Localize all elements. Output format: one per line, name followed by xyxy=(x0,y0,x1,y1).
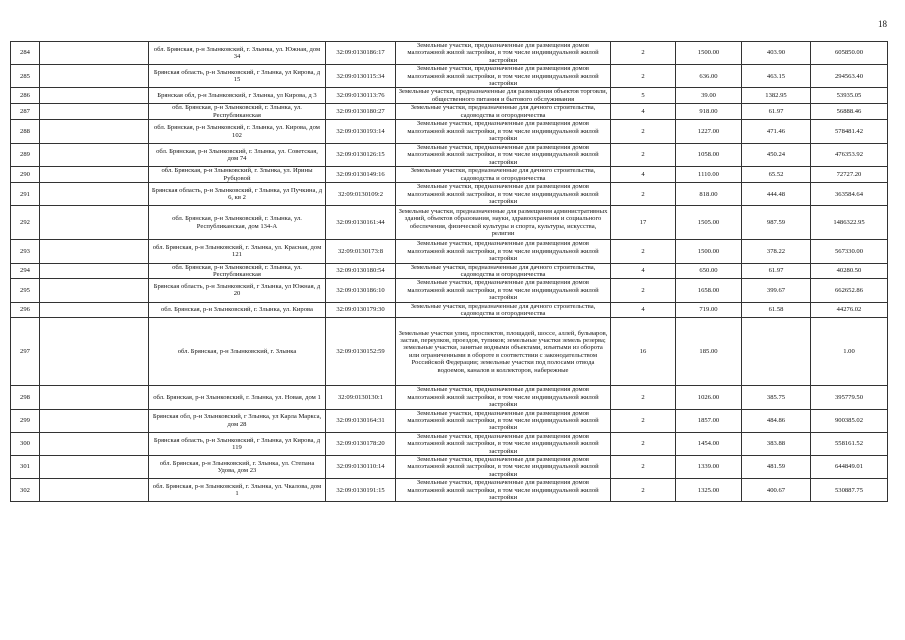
area-cell: 1110.00 xyxy=(676,167,742,183)
unit-value-cell: 399.67 xyxy=(742,279,811,302)
area-cell: 918.00 xyxy=(676,104,742,120)
row-number: 287 xyxy=(11,104,40,120)
address-cell: обл. Брянская, р-н Злынковский, г. Злынка xyxy=(149,318,326,386)
cadastral-value: 40280.50 xyxy=(811,263,888,279)
cadastral-value: 395779.50 xyxy=(811,386,888,409)
area-cell: 1505.00 xyxy=(676,206,742,240)
table-row xyxy=(11,456,888,479)
blank-cell xyxy=(40,409,149,432)
land-use-cell: Земельные участки, предназначенные для размещения домов малоэтажной жилой застройки, в том числе индивидуальной жилой застройки xyxy=(396,183,611,206)
land-use-cell: Земельные участки, предназначенные для размещения домов малоэтажной жилой застройки, в том числе индивидуальной жилой застройки xyxy=(396,120,611,144)
group-code: 2 xyxy=(611,432,676,455)
row-number: 284 xyxy=(11,42,40,65)
cadastral-value: 53935.05 xyxy=(811,88,888,104)
land-use-cell: Земельные участки, предназначенные для дачного строительства, садоводства и огородничества xyxy=(396,167,611,183)
area-cell: 1500.00 xyxy=(676,240,742,263)
unit-value-cell: 378.22 xyxy=(742,240,811,263)
group-code: 2 xyxy=(611,42,676,65)
table-row xyxy=(11,167,888,183)
unit-value-cell: 385.75 xyxy=(742,386,811,409)
blank-cell xyxy=(40,240,149,263)
cadastral-value: 900385.02 xyxy=(811,409,888,432)
unit-value-cell: 481.59 xyxy=(742,456,811,479)
cadastral-number: 32:09:0130186:17 xyxy=(326,42,396,65)
land-use-cell: Земельные участки, предназначенные для размещения домов малоэтажной жилой застройки, в том числе индивидуальной жилой застройки xyxy=(396,456,611,479)
cadastral-number: 32:09:0130152:59 xyxy=(326,318,396,386)
row-number: 298 xyxy=(11,386,40,409)
land-use-cell: Земельные участки, предназначенные для размещения домов малоэтажной жилой застройки, в том числе индивидуальной жилой застройки xyxy=(396,65,611,88)
address-cell: обл. Брянская, р-н Злынковский, г. Злынка, ул. Республиканская, дом 134-А xyxy=(149,206,326,240)
cadastral-number: 32:09:0130130:1 xyxy=(326,386,396,409)
blank-cell xyxy=(40,279,149,302)
group-code: 2 xyxy=(611,409,676,432)
land-use-cell: Земельные участки, предназначенные для размещения домов малоэтажной жилой застройки, в том числе индивидуальной жилой застройки xyxy=(396,144,611,167)
group-code: 4 xyxy=(611,302,676,318)
unit-value-cell: 450.24 xyxy=(742,144,811,167)
cadastral-number: 32:09:0130110:14 xyxy=(326,456,396,479)
unit-value-cell: 383.88 xyxy=(742,432,811,455)
blank-cell xyxy=(40,120,149,144)
area-cell: 1026.00 xyxy=(676,386,742,409)
row-number: 301 xyxy=(11,456,40,479)
address-cell: обл. Брянская, р-н Злынковский, г. Злынка, ул. Кирова xyxy=(149,302,326,318)
area-cell: 719.00 xyxy=(676,302,742,318)
blank-cell xyxy=(40,456,149,479)
land-use-cell: Земельные участки, предназначенные для дачного строительства, садоводства и огородничества xyxy=(396,263,611,279)
cadastral-value: 1486322.95 xyxy=(811,206,888,240)
row-number: 291 xyxy=(11,183,40,206)
blank-cell xyxy=(40,42,149,65)
table-row xyxy=(11,183,888,206)
cadastral-value: 44276.02 xyxy=(811,302,888,318)
cadastral-value: 476353.92 xyxy=(811,144,888,167)
address-cell: обл. Брянская, р-н Злынковский, г. Злынка, ул. Советская, дом 74 xyxy=(149,144,326,167)
unit-value-cell: 61.97 xyxy=(742,104,811,120)
area-cell: 1500.00 xyxy=(676,42,742,65)
address-cell: Брянская область, р-н Злынковский, г Злынка, ул Кирова, д 119 xyxy=(149,432,326,455)
table-row xyxy=(11,88,888,104)
table-row xyxy=(11,318,888,386)
cadastral-number: 32:09:0130180:54 xyxy=(326,263,396,279)
group-code: 2 xyxy=(611,279,676,302)
table-row xyxy=(11,65,888,88)
table-row xyxy=(11,104,888,120)
cadastral-number: 32:09:0130115:34 xyxy=(326,65,396,88)
cadastral-value: 56888.46 xyxy=(811,104,888,120)
cadastral-number: 32:09:0130180:27 xyxy=(326,104,396,120)
area-cell: 1058.00 xyxy=(676,144,742,167)
table-row xyxy=(11,263,888,279)
row-number: 290 xyxy=(11,167,40,183)
land-use-cell: Земельные участки, предназначенные для размещения административных зданий, объектов образования, науки, здравоохранения и социального обеспечения, физической культуры и спорта, культуры, искусства, религии xyxy=(396,206,611,240)
unit-value-cell: 400.67 xyxy=(742,479,811,502)
table-row xyxy=(11,42,888,65)
group-code: 2 xyxy=(611,144,676,167)
land-use-cell: Земельные участки, предназначенные для размещения домов малоэтажной жилой застройки, в том числе индивидуальной жилой застройки xyxy=(396,432,611,455)
area-cell: 1857.00 xyxy=(676,409,742,432)
land-use-cell: Земельные участки, предназначенные для дачного строительства, садоводства и огородничества xyxy=(396,104,611,120)
cadastral-value: 530887.75 xyxy=(811,479,888,502)
blank-cell xyxy=(40,144,149,167)
cadastral-number: 32:09:0130164:31 xyxy=(326,409,396,432)
address-cell: обл. Брянская, р-н Злынковский, г. Злынка, ул. Кирова, дом 102 xyxy=(149,120,326,144)
group-code: 4 xyxy=(611,263,676,279)
blank-cell xyxy=(40,263,149,279)
row-number: 302 xyxy=(11,479,40,502)
cadastral-number: 32:09:0130193:14 xyxy=(326,120,396,144)
cadastral-number: 32:09:0130113:76 xyxy=(326,88,396,104)
cadastral-number: 32:09:0130149:16 xyxy=(326,167,396,183)
blank-cell xyxy=(40,65,149,88)
land-use-cell: Земельные участки, предназначенные для размещения домов малоэтажной жилой застройки, в том числе индивидуальной жилой застройки xyxy=(396,42,611,65)
unit-value-cell: 444.48 xyxy=(742,183,811,206)
row-number: 294 xyxy=(11,263,40,279)
address-cell: Брянская обл, р-н Злынковский, г Злынка, ул Карла Маркса, дом 28 xyxy=(149,409,326,432)
table-row xyxy=(11,240,888,263)
row-number: 289 xyxy=(11,144,40,167)
cadastral-number: 32:09:0130161:44 xyxy=(326,206,396,240)
address-cell: Брянская область, р-н Злынковский, г Злынка, ул Южная, д 20 xyxy=(149,279,326,302)
area-cell: 1325.00 xyxy=(676,479,742,502)
blank-cell xyxy=(40,167,149,183)
area-cell: 1339.00 xyxy=(676,456,742,479)
address-cell: Брянская обл, р-н Злынковский, г Злынка, ул Кирова, д 3 xyxy=(149,88,326,104)
cadastral-value: 662652.86 xyxy=(811,279,888,302)
cadastral-number: 32:09:0130109:2 xyxy=(326,183,396,206)
cadastral-value: 294563.40 xyxy=(811,65,888,88)
cadastral-value-table xyxy=(10,41,888,502)
group-code: 5 xyxy=(611,88,676,104)
address-cell: обл. Брянская, р-н Злынковский, г. Злынка, ул. Новая, дом 1 xyxy=(149,386,326,409)
cadastral-value: 363584.64 xyxy=(811,183,888,206)
cadastral-number: 32:09:0130191:15 xyxy=(326,479,396,502)
cadastral-number: 32:09:0130186:10 xyxy=(326,279,396,302)
blank-cell xyxy=(40,88,149,104)
land-use-cell: Земельные участки, предназначенные для размещения домов малоэтажной жилой застройки, в том числе индивидуальной жилой застройки xyxy=(396,386,611,409)
address-cell: обл. Брянская, р-н Злынковский, г. Злынка, ул. Ирины Рубцовой xyxy=(149,167,326,183)
blank-cell xyxy=(40,183,149,206)
table-row xyxy=(11,479,888,502)
unit-value-cell: 61.97 xyxy=(742,263,811,279)
blank-cell xyxy=(40,104,149,120)
land-use-cell: Земельные участки, предназначенные для размещения домов малоэтажной жилой застройки, в том числе индивидуальной жилой застройки xyxy=(396,409,611,432)
area-cell: 636.00 xyxy=(676,65,742,88)
cadastral-number: 32:09:0130173:8 xyxy=(326,240,396,263)
blank-cell xyxy=(40,479,149,502)
unit-value-cell: 463.15 xyxy=(742,65,811,88)
address-cell: обл. Брянская, р-н Злынковский, г. Злынка, ул. Республиканская xyxy=(149,104,326,120)
area-cell: 818.00 xyxy=(676,183,742,206)
table-row xyxy=(11,409,888,432)
address-cell: Брянская область, р-н Злынковский, г Злынка, ул Кирова, д 15 xyxy=(149,65,326,88)
unit-value-cell xyxy=(742,318,811,386)
group-code: 4 xyxy=(611,104,676,120)
row-number: 285 xyxy=(11,65,40,88)
blank-cell xyxy=(40,206,149,240)
area-cell: 1658.00 xyxy=(676,279,742,302)
unit-value-cell: 484.86 xyxy=(742,409,811,432)
address-cell: обл. Брянская, р-н Злынковский, г. Злынка, ул. Чкалова, дом 1 xyxy=(149,479,326,502)
cadastral-value: 72727.20 xyxy=(811,167,888,183)
area-cell: 650.00 xyxy=(676,263,742,279)
land-use-cell: Земельные участки, предназначенные для размещения домов малоэтажной жилой застройки, в том числе индивидуальной жилой застройки xyxy=(396,279,611,302)
address-cell: обл. Брянская, р-н Злынковский, г. Злынка, ул. Южная, дом 34 xyxy=(149,42,326,65)
group-code: 17 xyxy=(611,206,676,240)
land-use-cell: Земельные участки улиц, проспектов, площадей, шоссе, аллей, бульваров, застав, переулков, проездов, тупиков; земельные участки земель резерва; земельные участки, занятые водными объектами, изъятыми из оборота или ограниченными в обороте в соответствии с законодательством Российской Федерации; земельные участки под полосами отвода водоемов, каналов и коллекторов, набережные xyxy=(396,318,611,386)
table-row xyxy=(11,120,888,144)
land-use-cell: Земельные участки, предназначенные для размещения домов малоэтажной жилой застройки, в том числе индивидуальной жилой застройки xyxy=(396,240,611,263)
area-cell: 39.00 xyxy=(676,88,742,104)
cadastral-value: 605850.00 xyxy=(811,42,888,65)
cadastral-number: 32:09:0130126:15 xyxy=(326,144,396,167)
unit-value-cell: 403.90 xyxy=(742,42,811,65)
unit-value-cell: 65.52 xyxy=(742,167,811,183)
group-code: 2 xyxy=(611,183,676,206)
row-number: 288 xyxy=(11,120,40,144)
address-cell: Брянская область, р-н Злынковский, г Злынка, ул Пучкина, д 6, кв 2 xyxy=(149,183,326,206)
unit-value-cell: 1382.95 xyxy=(742,88,811,104)
group-code: 16 xyxy=(611,318,676,386)
address-cell: обл. Брянская, р-н Злынковский, г. Злынка, ул. Республиканская xyxy=(149,263,326,279)
unit-value-cell: 471.46 xyxy=(742,120,811,144)
group-code: 2 xyxy=(611,120,676,144)
row-number: 292 xyxy=(11,206,40,240)
land-use-cell: Земельные участки, предназначенные для дачного строительства, садоводства и огородничества xyxy=(396,302,611,318)
cadastral-value: 567330.00 xyxy=(811,240,888,263)
area-cell: 1454.00 xyxy=(676,432,742,455)
blank-cell xyxy=(40,386,149,409)
table-row xyxy=(11,302,888,318)
row-number: 293 xyxy=(11,240,40,263)
table-row xyxy=(11,279,888,302)
unit-value-cell: 987.59 xyxy=(742,206,811,240)
cadastral-value: 1.00 xyxy=(811,318,888,386)
row-number: 300 xyxy=(11,432,40,455)
blank-cell xyxy=(40,302,149,318)
cadastral-value: 558161.52 xyxy=(811,432,888,455)
group-code: 4 xyxy=(611,167,676,183)
blank-cell xyxy=(40,318,149,386)
address-cell: обл. Брянская, р-н Злынковский, г. Злынка, ул. Степана Удова, дом 23 xyxy=(149,456,326,479)
table-row xyxy=(11,386,888,409)
area-cell: 185.00 xyxy=(676,318,742,386)
table-row xyxy=(11,206,888,240)
cadastral-value: 644849.01 xyxy=(811,456,888,479)
row-number: 299 xyxy=(11,409,40,432)
group-code: 2 xyxy=(611,386,676,409)
row-number: 296 xyxy=(11,302,40,318)
row-number: 297 xyxy=(11,318,40,386)
cadastral-number: 32:09:0130178:20 xyxy=(326,432,396,455)
unit-value-cell: 61.58 xyxy=(742,302,811,318)
cadastral-number: 32:09:0130179:30 xyxy=(326,302,396,318)
group-code: 2 xyxy=(611,65,676,88)
group-code: 2 xyxy=(611,456,676,479)
group-code: 2 xyxy=(611,479,676,502)
address-cell: обл. Брянская, р-н Злынковский, г. Злынка, ул. Красная, дом 121 xyxy=(149,240,326,263)
table-row xyxy=(11,144,888,167)
blank-cell xyxy=(40,432,149,455)
table-row xyxy=(11,432,888,455)
area-cell: 1227.00 xyxy=(676,120,742,144)
group-code: 2 xyxy=(611,240,676,263)
page-number: 18 xyxy=(878,19,887,29)
land-use-cell: Земельные участки, предназначенные для размещения домов малоэтажной жилой застройки, в том числе индивидуальной жилой застройки xyxy=(396,479,611,502)
land-use-cell: Земельные участки, предназначенные для размещения объектов торговли, общественного питания и бытового обслуживания xyxy=(396,88,611,104)
cadastral-value: 578481.42 xyxy=(811,120,888,144)
row-number: 295 xyxy=(11,279,40,302)
row-number: 286 xyxy=(11,88,40,104)
